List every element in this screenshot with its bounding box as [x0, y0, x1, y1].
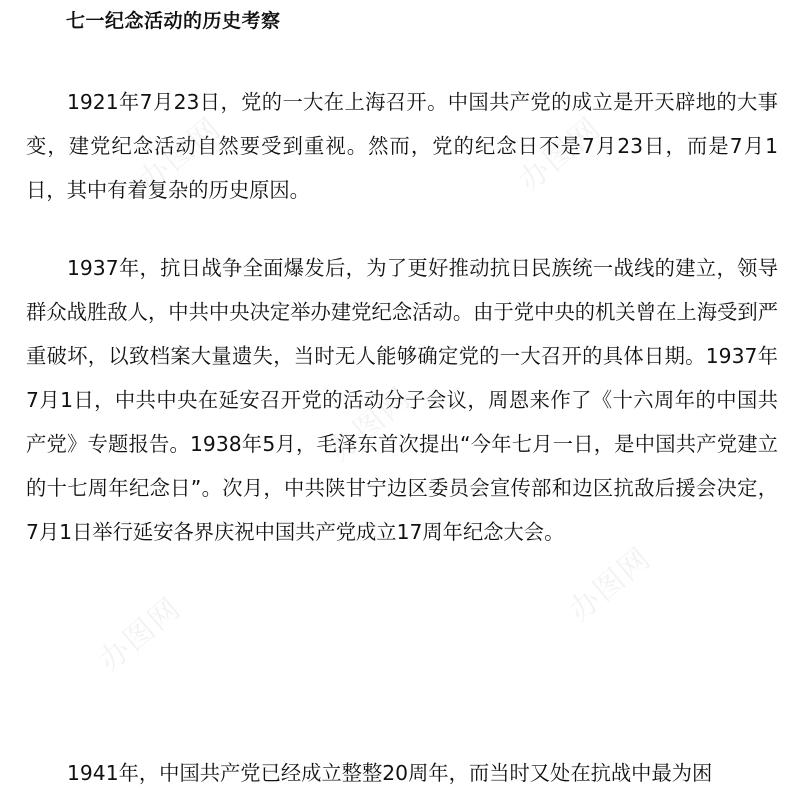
watermark: 办图网	[92, 590, 189, 679]
watermark: 办图网	[512, 110, 609, 199]
paragraph: 1941年，中国共产党已经成立整整20周年，而当时又处在抗战中最为困	[67, 761, 713, 785]
document-title: 七一纪念活动的历史考察	[66, 10, 281, 32]
paragraph: 1937年，抗日战争全面爆发后，为了更好推动抗日民族统一战线的建立，领导群众战胜敌人，中共中央决定举办建党纪念活动。由于党中央的机关曾在上海受到严重破坏，以致档案大量遗失，当时无人能够确定党的一大召开的具体日期。1937年7月1日，中共中央在延安召开党的活动分子会议，周恩来作了《十六周年的中国共产党》专题报告。1938年5月，毛泽东首次提出“今年七月一日，是中国共产党建立的十七周年纪念日”。次月，中共陕甘宁边区委员会宣传部和边区抗敌后援会决定，7月1日举行延安各界庆祝中国共产党成立17周年纪念大会。	[26, 256, 778, 544]
paragraph: 1921年7月23日，党的一大在上海召开。中国共产党的成立是开天辟地的大事变，建党纪念活动自然要受到重视。然而，党的纪念日不是7月23日，而是7月1日，其中有着复杂的历史原因。	[26, 90, 778, 202]
watermark: 办图网	[132, 110, 229, 199]
watermark: 办图网	[322, 380, 419, 469]
watermark: 办图网	[562, 540, 659, 629]
